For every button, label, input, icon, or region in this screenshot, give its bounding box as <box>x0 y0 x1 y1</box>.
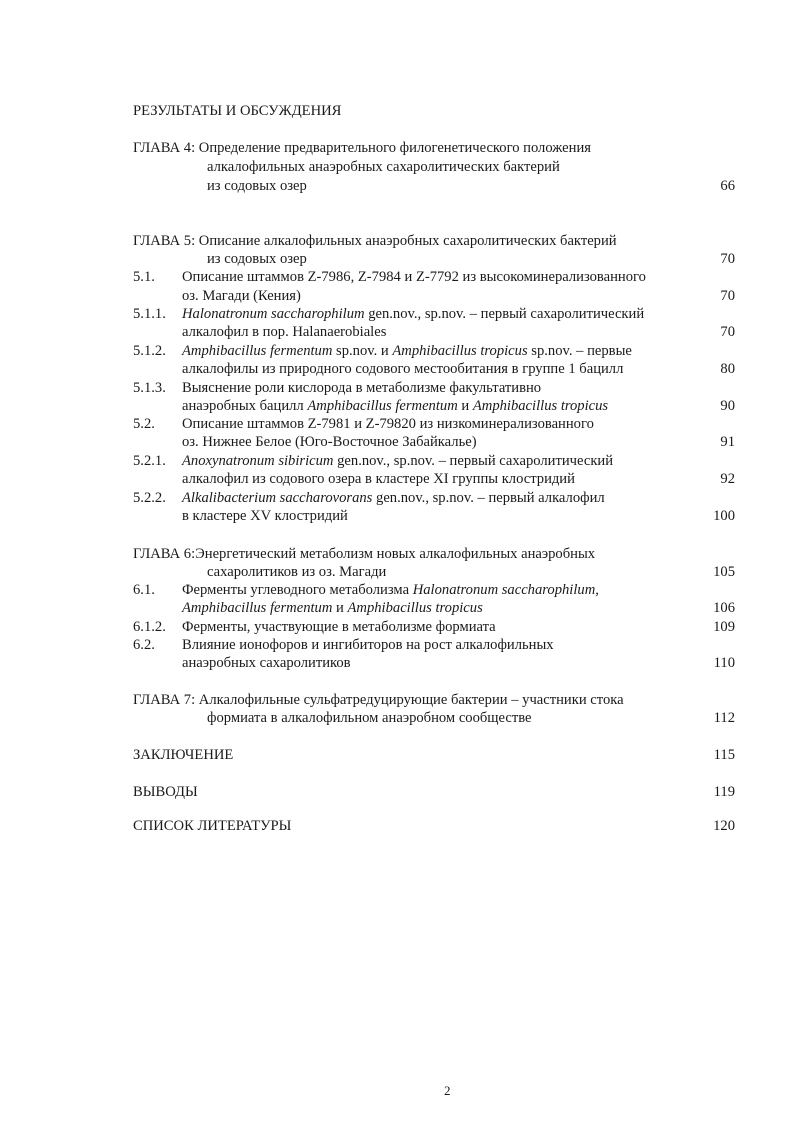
section-6-2-number: 6.2. <box>133 637 155 653</box>
section-5-1-2-line2: алкалофилы из природного содового местообитания в группе 1 бацилл <box>182 361 624 377</box>
chapter-7-title-line2: формиата в алкалофильном анаэробном сообществе <box>207 710 532 726</box>
section-5-2-number: 5.2. <box>133 416 155 432</box>
section-5-1-2-text: sp.nov. – первые <box>527 343 632 359</box>
section-5-2-1-page: 92 <box>720 471 735 487</box>
section-6-2-page: 110 <box>713 655 735 671</box>
section-5-1-2-number: 5.1.2. <box>133 343 166 359</box>
section-5-1-line1: Описание штаммов Z-7986, Z-7984 и Z-7792 из высокоминерализованного <box>182 269 646 285</box>
section-6-1-number: 6.1. <box>133 582 155 598</box>
species-name: Amphibacillus fermentum <box>307 398 458 414</box>
species-name: Amphibacillus tropicus <box>392 343 528 359</box>
section-5-1-3-page: 90 <box>720 398 735 414</box>
chapter-7-title-line1: ГЛАВА 7: Алкалофильные сульфатредуцирующие бактерии – участники стока <box>133 692 624 708</box>
section-5-2-1-line1 <box>182 452 613 470</box>
chapter-6-title-line2: сахаролитиков из оз. Магади <box>207 564 387 580</box>
section-5-1-2-page: 80 <box>720 361 735 377</box>
section-5-2-2-text: gen.nov., sp.nov. – первый алкалофил <box>372 490 605 506</box>
section-5-1-2-text: sp.nov. и <box>332 343 393 359</box>
section-5-1-3-line2 <box>182 397 608 415</box>
section-5-2-2-page: 100 <box>713 508 735 524</box>
section-5-1-1-text: gen.nov., sp.nov. – первый сахаролитический <box>364 306 645 322</box>
chapter-7-page: 112 <box>713 710 735 726</box>
section-5-2-2-line2: в кластере XV клостридий <box>182 508 348 524</box>
section-5-1-1-page: 70 <box>720 324 735 340</box>
conclusion-page: 115 <box>713 747 735 763</box>
chapter-4-page: 66 <box>720 178 735 194</box>
section-5-2-1-line2: алкалофил из содового озера в кластере XI группы клостридий <box>182 471 575 487</box>
chapter-6-page: 105 <box>713 564 735 580</box>
section-5-2-2-line1 <box>182 489 605 507</box>
chapter-4-title-line1: ГЛАВА 4: Определение предварительного филогенетического положения <box>133 140 591 156</box>
chapter-5-page: 70 <box>720 251 735 267</box>
chapter-5-title-line1: ГЛАВА 5: Описание алкалофильных анаэробных сахаролитических бактерий <box>133 233 617 249</box>
section-5-2-line1: Описание штаммов Z-7981 и Z-79820 из низкоминерализованного <box>182 416 594 432</box>
section-5-1-line2: оз. Магади (Кения) <box>182 288 301 304</box>
section-5-1-3-line1: Выяснение роли кислорода в метаболизме факультативно <box>182 380 542 396</box>
section-5-2-2-number: 5.2.2. <box>133 490 166 506</box>
section-heading: РЕЗУЛЬТАТЫ И ОБСУЖДЕНИЯ <box>133 103 342 119</box>
species-name: Anoxynatronum sibiricum <box>182 453 334 469</box>
species-name: Amphibacillus tropicus <box>472 398 609 414</box>
section-5-1-1-number: 5.1.1. <box>133 306 166 322</box>
section-5-1-3-text: и <box>457 398 473 414</box>
section-6-2-line1: Влияние ионофоров и ингибиторов на рост алкалофильных <box>182 637 554 653</box>
species-name: Halonatronum saccharophilum, <box>412 582 599 598</box>
findings-page: 119 <box>713 784 735 800</box>
section-5-1-3-text: анаэробных бацилл <box>182 398 308 414</box>
section-5-2-line2: оз. Нижнее Белое (Юго-Восточное Забайкалье) <box>182 434 477 450</box>
species-name: Alkalibacterium saccharovorans <box>182 490 373 506</box>
chapter-5-title-line2: из содовых озер <box>207 251 307 267</box>
section-5-1-page: 70 <box>720 288 735 304</box>
references-label: СПИСОК ЛИТЕРАТУРЫ <box>133 818 292 834</box>
species-name: Amphibacillus fermentum <box>182 343 333 359</box>
section-5-2-page: 91 <box>720 434 735 450</box>
section-5-1-1-line1 <box>182 305 644 323</box>
section-5-1-3-number: 5.1.3. <box>133 380 166 396</box>
section-5-2-1-number: 5.2.1. <box>133 453 166 469</box>
section-6-1-page: 106 <box>713 600 735 616</box>
page-number: 2 <box>444 1083 451 1098</box>
species-name: Halonatronum saccharophilum <box>182 306 365 322</box>
species-name: Amphibacillus tropicus <box>347 600 483 616</box>
findings-label: ВЫВОДЫ <box>133 784 198 800</box>
section-5-1-1-line2: алкалофил в пор. Halanaerobiales <box>182 324 387 340</box>
section-5-1-2-line1 <box>182 342 632 360</box>
conclusion-label: ЗАКЛЮЧЕНИЕ <box>133 747 234 763</box>
section-6-1-line2 <box>182 599 483 617</box>
section-6-1-2-number: 6.1.2. <box>133 619 166 635</box>
references-page: 120 <box>713 818 735 834</box>
section-5-2-1-text: gen.nov., sp.nov. – первый сахаролитический <box>333 453 614 469</box>
section-6-1-line1 <box>182 581 599 599</box>
chapter-6-title-line1: ГЛАВА 6:Энергетический метаболизм новых алкалофильных анаэробных <box>133 546 596 562</box>
section-6-1-text: Ферменты углеводного метаболизма <box>182 582 413 598</box>
chapter-4-title-line2: алкалофильных анаэробных сахаролитических бактерий <box>207 159 560 175</box>
section-6-1-text: и <box>332 600 348 616</box>
section-6-2-line2: анаэробных сахаролитиков <box>182 655 351 671</box>
section-6-1-2-line1: Ферменты, участвующие в метаболизме формиата <box>182 619 496 635</box>
section-6-1-2-page: 109 <box>713 619 735 635</box>
species-name: Amphibacillus fermentum <box>182 600 333 616</box>
chapter-4-title-line3: из содовых озер <box>207 178 307 194</box>
section-5-1-number: 5.1. <box>133 269 155 285</box>
